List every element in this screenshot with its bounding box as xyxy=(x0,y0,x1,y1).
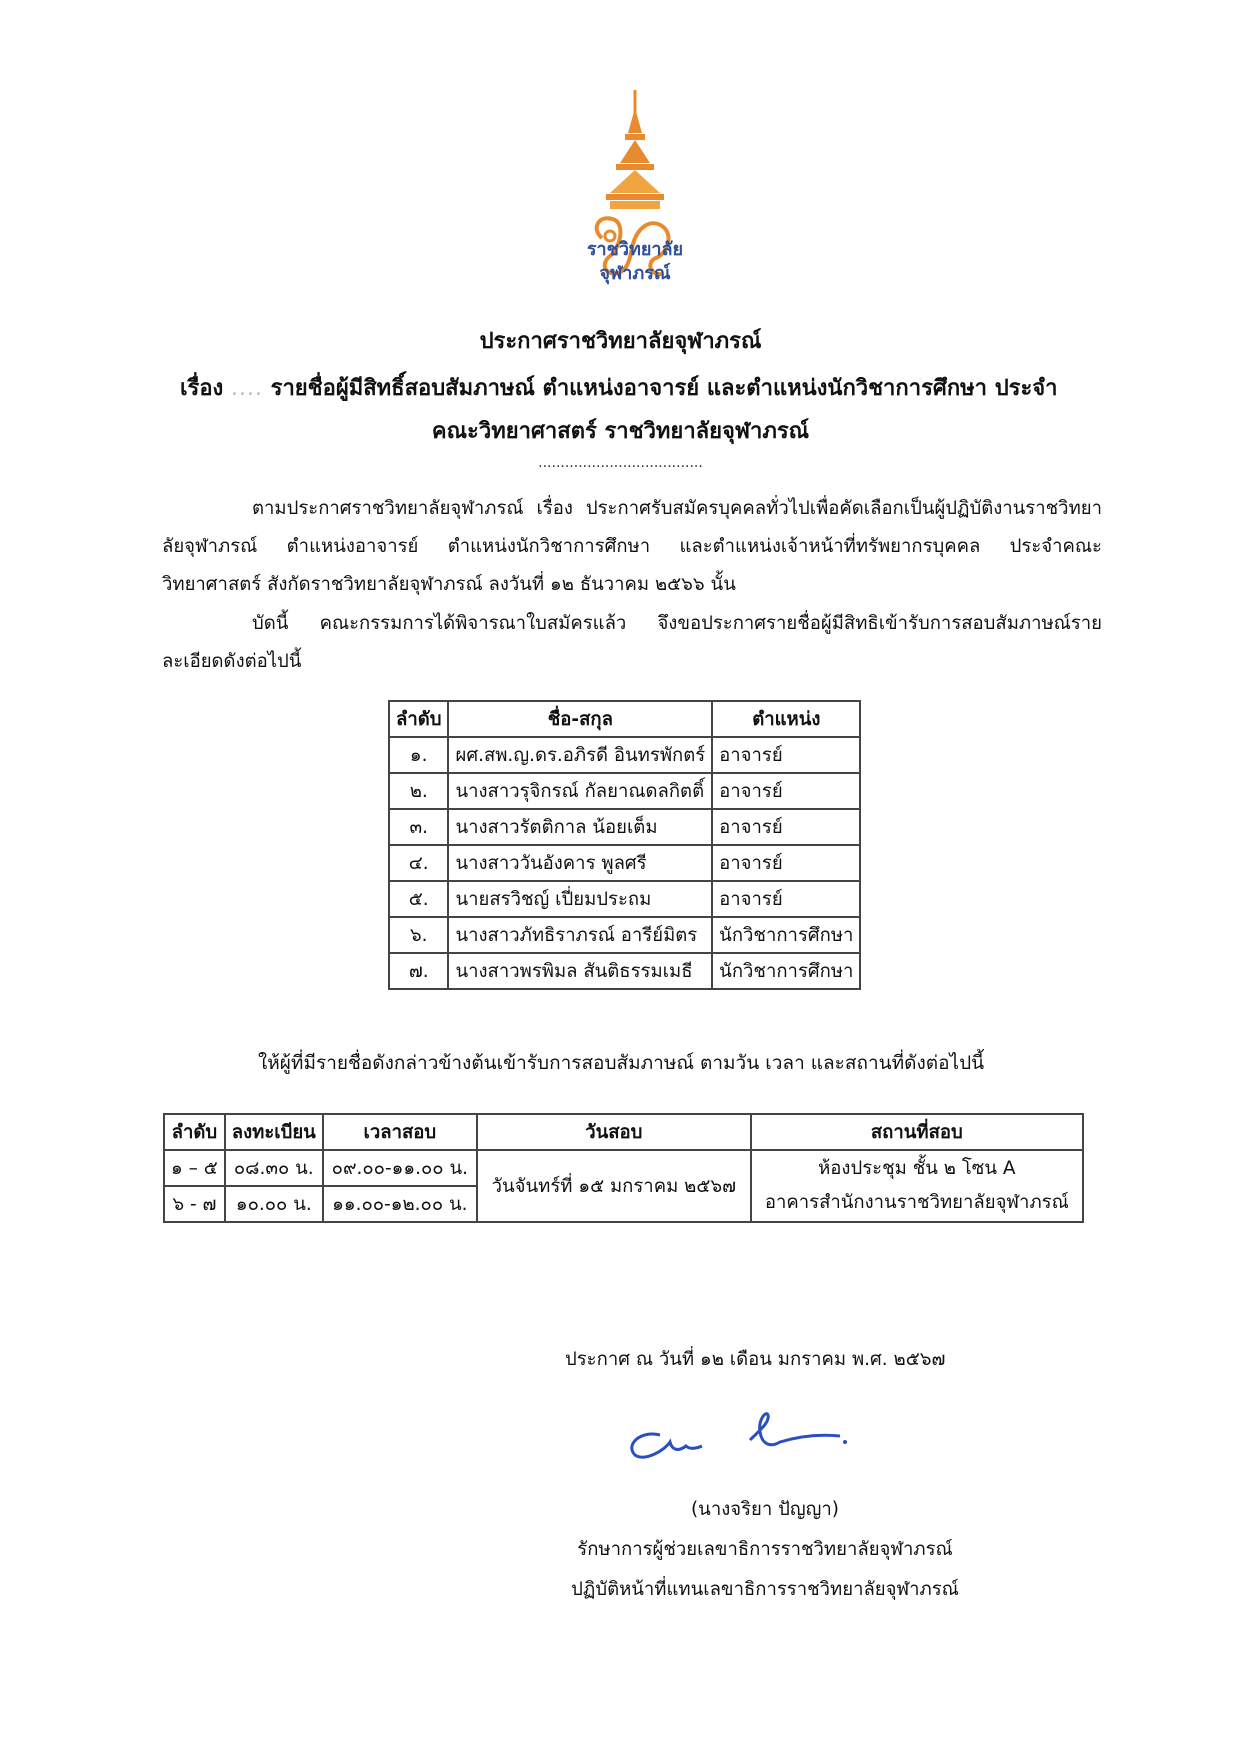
divider: ..................................... xyxy=(538,455,703,471)
table-header-row xyxy=(164,1114,1083,1150)
candidate-position: อาจารย์ xyxy=(712,737,860,773)
candidate-position: อาจารย์ xyxy=(712,809,860,845)
table-row xyxy=(389,845,860,881)
subject-prefix: เรื่อง xyxy=(180,376,224,401)
signer-title-line1: รักษาการผู้ช่วยเลขาธิการราชวิทยาลัยจุฬาภรณ์ xyxy=(577,1539,953,1560)
table-row xyxy=(389,881,860,917)
register-time-cell: ๑๐.๐๐ น. xyxy=(225,1186,323,1222)
range-cell: ๑ – ๕ xyxy=(164,1150,225,1186)
signature-icon xyxy=(620,1400,860,1470)
column-header: ตำแหน่ง xyxy=(712,701,860,737)
row-number: ๓. xyxy=(389,809,448,845)
signer-title-line2: ปฏิบัติหน้าที่แทนเลขาธิการราชวิทยาลัยจุฬาภรณ์ xyxy=(571,1579,959,1600)
candidate-name: นายสรวิชญ์ เปี่ยมประถม xyxy=(448,881,712,917)
row-number: ๔. xyxy=(389,845,448,881)
announce-date: ประกาศ ณ วันที่ ๑๒ เดือน มกราคม พ.ศ. ๒๕๖๗ xyxy=(565,1349,946,1370)
candidate-position: อาจารย์ xyxy=(712,845,860,881)
column-header: สถานที่สอบ xyxy=(751,1114,1083,1150)
place-line1: ห้องประชุม ชั้น ๒ โซน A xyxy=(818,1158,1016,1179)
intro-paragraph: ตามประกาศราชวิทยาลัยจุฬาภรณ์ เรื่อง ประกาศรับสมัครบุคคลทั่วไปเพื่อคัดเลือกเป็นผู้ปฏิบัติงานราชวิทยาลัยจุฬาภรณ์ ตำแหน่งอาจารย์ ตำแหน่งนักวิชาการศึกษา และตำแหน่งเจ้าหน้าที่ทรัพยากรบุคคล ประจำคณะวิทยาศาสตร์ สังกัดราชวิทยาลัยจุฬาภรณ์ ลงวันที่ ๑๒ ธันวาคม ๒๕๖๖ นั้น xyxy=(162,498,1102,595)
college-logo xyxy=(570,88,700,313)
candidate-name: ผศ.สพ.ญ.ดร.อภิรดี อินทรพักตร์ xyxy=(448,737,712,773)
candidate-name: นางสาวรุจิกรณ์ กัลยาณดลกิตติ์ xyxy=(448,773,712,809)
subject-text-line1: รายชื่อผู้มีสิทธิ์สอบสัมภาษณ์ ตำแหน่งอาจารย์ และตำแหน่งนักวิชาการศึกษา ประจำ xyxy=(270,376,1058,401)
candidate-name: นางสาวภัทธิราภรณ์ อารีย์มิตร xyxy=(448,917,712,953)
table-row xyxy=(389,917,860,953)
candidate-position: อาจารย์ xyxy=(712,773,860,809)
table-row xyxy=(389,809,860,845)
candidate-position: นักวิชาการศึกษา xyxy=(712,917,860,953)
table-row xyxy=(389,953,860,989)
candidates-table xyxy=(388,700,861,990)
column-header: ชื่อ-สกุล xyxy=(448,701,712,737)
table-row xyxy=(389,773,860,809)
exam-place-cell xyxy=(751,1150,1083,1222)
row-number: ๒. xyxy=(389,773,448,809)
row-number: ๖. xyxy=(389,917,448,953)
column-header: เวลาสอบ xyxy=(323,1114,477,1150)
signer-name: (นางจริยา ปัญญา) xyxy=(690,1499,840,1520)
column-header: ลำดับ xyxy=(164,1114,225,1150)
candidate-position: อาจารย์ xyxy=(712,881,860,917)
column-header: ลงทะเบียน xyxy=(225,1114,323,1150)
table-row xyxy=(164,1150,1083,1186)
subject-text-line2: คณะวิทยาศาสตร์ ราชวิทยาลัยจุฬาภรณ์ xyxy=(431,419,810,444)
logo-text-line1: ราชวิทยาลัย xyxy=(586,239,684,260)
candidate-position: นักวิชาการศึกษา xyxy=(712,953,860,989)
row-number: ๕. xyxy=(389,881,448,917)
row-number: ๑. xyxy=(389,737,448,773)
candidate-name: นางสาววันอังคาร พูลศรี xyxy=(448,845,712,881)
page-title: ประกาศราชวิทยาลัยจุฬาภรณ์ xyxy=(479,329,762,354)
column-header: ลำดับ xyxy=(389,701,448,737)
table-header-row xyxy=(389,701,860,737)
exam-time-cell: ๑๑.๐๐-๑๒.๐๐ น. xyxy=(323,1186,477,1222)
schedule-intro: ให้ผู้ที่มีรายชื่อดังกล่าวข้างต้นเข้ารับการสอบสัมภาษณ์ ตามวัน เวลา และสถานที่ดังต่อไปนี้ xyxy=(258,1052,985,1074)
exam-time-cell: ๐๙.๐๐-๑๑.๐๐ น. xyxy=(323,1150,477,1186)
exam-date-cell: วันจันทร์ที่ ๑๕ มกราคม ๒๕๖๗ xyxy=(477,1150,751,1222)
announcement-paragraph: บัดนี้ คณะกรรมการได้พิจารณาใบสมัครแล้ว จึงขอประกาศรายชื่อผู้มีสิทธิเข้ารับการสอบสัมภาษณ์รายละเอียดดังต่อไปนี้ xyxy=(162,613,1102,672)
place-line2: อาคารสำนักงานราชวิทยาลัยจุฬาภรณ์ xyxy=(764,1192,1069,1213)
logo-text-line2: จุฬาภรณ์ xyxy=(599,263,671,284)
range-cell: ๖ - ๗ xyxy=(164,1186,225,1222)
row-number: ๗. xyxy=(389,953,448,989)
candidate-name: นางสาวรัตติกาล น้อยเต็ม xyxy=(448,809,712,845)
subject-line: เรื่อง .... รายชื่อผู้มีสิทธิ์สอบสัมภาษณ์ ตำแหน่งอาจารย์ และตำแหน่งนักวิชาการศึกษา ประจำ xyxy=(180,376,1058,401)
candidate-name: นางสาวพรพิมล สันติธรรมเมธี xyxy=(448,953,712,989)
register-time-cell: ๐๘.๓๐ น. xyxy=(225,1150,323,1186)
schedule-table xyxy=(163,1113,1084,1223)
column-header: วันสอบ xyxy=(477,1114,751,1150)
table-row xyxy=(389,737,860,773)
